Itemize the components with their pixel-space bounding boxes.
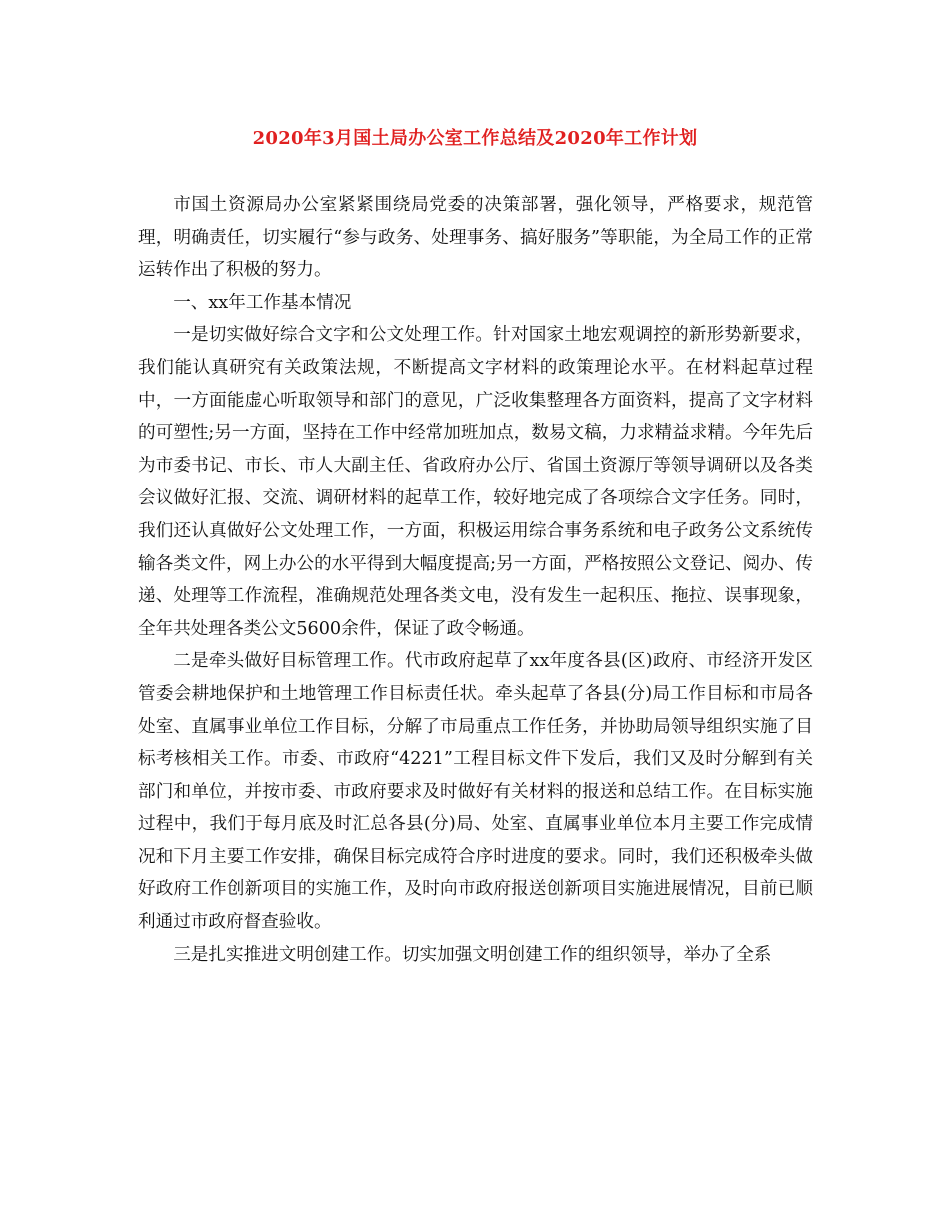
section-heading: 一、xx年工作基本情况 xyxy=(173,292,352,313)
document-title: 2020年3月国土局办公室工作总结及2020年工作计划 xyxy=(252,128,698,149)
paragraph-item-3: 三是扎实推进文明创建工作。切实加强文明创建工作的组织领导，举办了全系 xyxy=(173,944,772,965)
paragraph-item-1: 一是切实做好综合文字和公文处理工作。针对国家土地宏观调控的新形势新要求，我们能认真研究有关政策法规，不断提高文字材料的政策理论水平。在材料起草过程中，一方面能虚心听取领导和部门的意见，广泛收集整理各方面资料，提高了文字材料的可塑性;另一方面，坚持在工作中经常加班加点，数易文稿，力求精益求精。今年先后为市委书记、市长、市人大副主任、省政府办公厅、省国土资源厅等领导调研以及各类会议做好汇报、交流、调研材料的起草工作，较好地完成了各项综合文字任务。同时，我们还认真做好公文处理工作，一方面，积极运用综合事务系统和电子政务公文系统传输各类文件，网上办公的水平得到大幅度提高;另一方面，严格按照公文登记、阅办、传递、处理等工作流程，准确规范处理各类文电，没有发生一起积压、拖拉、误事现象，全年共处理各类公文5600余件，保证了政令畅通。 xyxy=(138,325,813,639)
paragraph-intro: 市国土资源局办公室紧紧围绕局党委的决策部署，强化领导，严格要求，规范管理，明确责任，切实履行“参与政务、处理事务、搞好服务”等职能，为全局工作的正常运转作出了积极的努力。 xyxy=(138,195,813,281)
document-body xyxy=(138,189,813,971)
paragraph-item-2: 二是牵头做好目标管理工作。代市政府起草了xx年度各县(区)政府、市经济开发区管委会耕地保护和土地管理工作目标责任状。牵头起草了各县(分)局工作目标和市局各处室、直属事业单位工作目标，分解了市局重点工作任务，并协助局领导组织实施了目标考核相关工作。市委、市政府“4221”工程目标文件下发后，我们又及时分解到有关部门和单位，并按市委、市政府要求及时做好有关材料的报送和总结工作。在目标实施过程中，我们于每月底及时汇总各县(分)局、处室、直属事业单位本月主要工作完成情况和下月主要工作安排，确保目标完成符合序时进度的要求。同时，我们还积极牵头做好政府工作创新项目的实施工作，及时向市政府报送创新项目实施进展情况，目前已顺利通过市政府督查验收。 xyxy=(138,651,813,933)
